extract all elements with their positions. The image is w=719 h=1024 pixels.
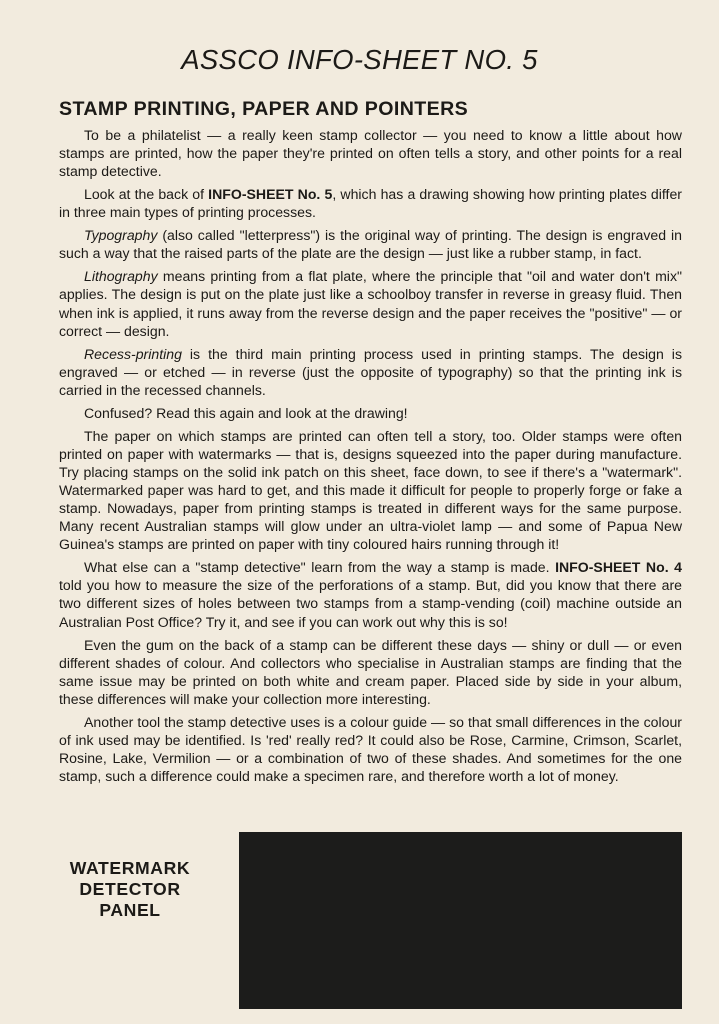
panel-label-line: PANEL	[99, 900, 161, 920]
paragraph-typography	[59, 226, 682, 262]
watermark-detector-ink-patch	[239, 832, 682, 1009]
info-sheet-reference: INFO-SHEET No. 5	[208, 186, 333, 203]
paragraph-text: (also called "letterpress") is the original way of printing. The design is engraved in such a way that the raised parts of the plate are the design — just like a rubber stamp, in fact.	[59, 227, 682, 262]
paragraph-text: What else can a "stamp detective" learn from the way a stamp is made.	[84, 559, 556, 576]
article-body	[59, 126, 682, 790]
paragraph-confused: Confused? Read this again and look at the drawing!	[84, 404, 408, 421]
watermark-panel-label	[50, 858, 210, 921]
panel-label-line: DETECTOR	[79, 879, 181, 899]
paragraph-text: is the third main printing process used in printing stamps. The design is engraved — or etched — in reverse (just the opposite of typography) so that the printing ink is carried in the recessed channels.	[59, 345, 682, 398]
term-typography: Typography	[84, 227, 158, 244]
paragraph-paper-watermarks: The paper on which stamps are printed can often tell a story, too. Older stamps were often printed on paper with watermarks — that is, designs squeezed into the paper during manufacture. Try placing stamps on the solid ink patch on this sheet, face down, to see if there's a "watermark". Watermarked paper was hard to get, and this made it difficult for people to properly forge or fake a stamp. Nowadays, paper from printing stamps is treated in different ways for the same purpose. Many recent Australian stamps will glow under an ultra-violet lamp — and some of Papua New Guinea's stamps are printed on paper with tiny coloured hairs running through it!	[59, 427, 682, 553]
paragraph-recess-printing	[59, 345, 682, 399]
paragraph-intro: To be a philatelist — a really keen stamp collector — you need to know a little about how stamps are printed, how the paper they're printed on often tells a story, and other points for a real stamp detective.	[59, 127, 682, 180]
paragraph-lithography	[59, 267, 682, 339]
paragraph-text: , which has a drawing showing how printing plates differ in three main types of printing processes.	[59, 186, 682, 221]
paragraph-text: Look at the back of	[84, 186, 209, 203]
term-recess-printing: Recess-printing	[84, 345, 182, 362]
paragraph-text: means printing from a flat plate, where the principle that "oil and water don't mix" applies. The design is put on the plate just like a schoolboy transfer in reverse in greasy fluid. Then when ink is applied, it runs away from the reverse design and the paper receives the "positive" — or correct — design.	[59, 268, 682, 339]
panel-label-line: WATERMARK	[69, 858, 191, 878]
paragraph-colour-guide: Another tool the stamp detective uses is a colour guide — so that small differences in the colour of ink used may be identified. Is 'red' really red? It could also be Rose, Carmine, Crimson, Scarlet, Rosine, Lake, Vermilion — or a combination of two of these shades. And sometimes for the one stamp, such a difference could make a specimen rare, and therefore worth a lot of money.	[59, 713, 682, 785]
page-title: ASSCO INFO-SHEET NO. 5	[181, 44, 538, 75]
paragraph-perforations	[59, 558, 682, 630]
section-heading: STAMP PRINTING, PAPER AND POINTERS	[59, 98, 469, 120]
paragraph-info-sheet-5	[59, 185, 682, 221]
paragraph-gum: Even the gum on the back of a stamp can be different these days — shiny or dull — or even different shades of colour. And collectors who specialise in Australian stamps are finding that the same issue may be printed on both white and cream paper. Placed side by side in your album, these differences will make your collection more interesting.	[59, 636, 682, 707]
paragraph-text: told you how to measure the size of the perforations of a stamp. But, did you know that there are two different sizes of holes between two stamps from a stamp-vending (coil) machine outside an Australian Post Office? Try it, and see if you can work out why this is so!	[59, 577, 682, 630]
term-lithography: Lithography	[84, 268, 158, 285]
info-sheet-reference: INFO-SHEET No. 4	[555, 559, 682, 576]
